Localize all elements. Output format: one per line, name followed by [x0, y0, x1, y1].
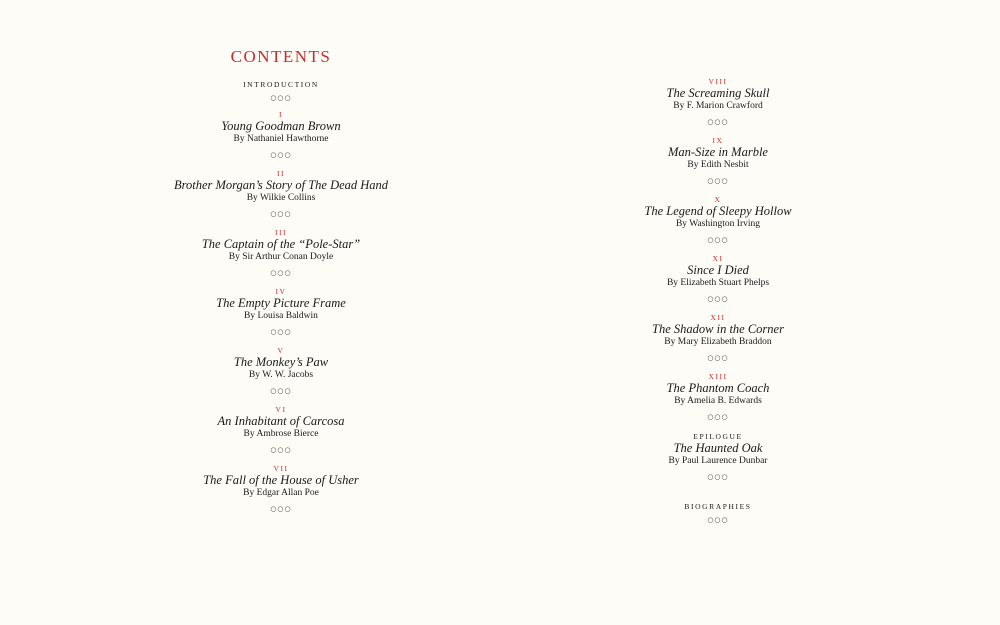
chapter-numeral: VII [273, 464, 289, 473]
story-title: The Legend of Sleepy Hollow [644, 204, 792, 218]
chapter-numeral: II [277, 169, 285, 178]
story-author: By Ambrose Bierce [243, 429, 319, 439]
introduction-label: INTRODUCTION [243, 80, 319, 89]
toc-entry[interactable] [216, 288, 346, 337]
story-author: By Wilkie Collins [246, 193, 316, 203]
chapter-numeral: IV [275, 287, 287, 296]
chapter-numeral: XIII [708, 372, 728, 381]
ornament-icon: ○○○ [270, 328, 292, 336]
toc-entry[interactable] [234, 347, 328, 396]
ornament-icon: ○○○ [707, 516, 729, 524]
chapter-numeral: VI [275, 405, 287, 414]
right-column [598, 0, 838, 525]
ornament-icon: ○○○ [707, 354, 729, 362]
chapter-numeral: V [277, 346, 285, 355]
ornament-icon: ○○○ [270, 446, 292, 454]
epilogue-label: EPILOGUE [693, 432, 743, 441]
story-author: By Mary Elizabeth Braddon [664, 337, 772, 347]
toc-entry[interactable] [218, 406, 345, 455]
story-title: Brother Morgan’s Story of The Dead Hand [173, 178, 389, 192]
story-author: By Elizabeth Stuart Phelps [666, 278, 770, 288]
contents-heading: CONTENTS [230, 47, 332, 66]
story-title: The Empty Picture Frame [216, 296, 346, 310]
toc-entry[interactable] [667, 78, 770, 127]
ornament-icon: ○○○ [270, 269, 292, 277]
story-title: The Phantom Coach [666, 381, 770, 395]
ornament-icon: ○○○ [270, 210, 292, 218]
ornament-icon: ○○○ [707, 473, 729, 481]
left-column [161, 0, 401, 514]
story-author: By Louisa Baldwin [244, 311, 318, 321]
ornament-icon: ○○○ [707, 118, 729, 126]
story-title: The Fall of the House of Usher [203, 473, 359, 487]
story-author: By F. Marion Crawford [673, 101, 763, 111]
story-author: By Edgar Allan Poe [243, 488, 319, 498]
chapter-numeral: XI [712, 254, 724, 263]
ornament-icon: ○○○ [707, 413, 729, 421]
chapter-numeral: VIII [708, 77, 728, 86]
ornament-icon: ○○○ [270, 387, 292, 395]
story-title: The Monkey’s Paw [233, 355, 329, 369]
story-author: By Nathaniel Hawthorne [233, 134, 329, 144]
epilogue-entry[interactable] [669, 432, 768, 482]
toc-entry[interactable] [644, 196, 791, 245]
toc-entry[interactable] [668, 137, 768, 186]
ornament-icon: ○○○ [270, 94, 292, 102]
biographies-label: BIOGRAPHIES [684, 502, 752, 511]
story-title: The Captain of the “Pole-Star” [201, 237, 361, 251]
chapter-numeral: III [275, 228, 287, 237]
story-title: An Inhabitant of Carcosa [217, 414, 345, 428]
biographies-entry[interactable] [684, 502, 751, 525]
toc-entry[interactable] [174, 170, 388, 219]
story-title: Since I Died [687, 263, 749, 277]
ornament-icon: ○○○ [270, 151, 292, 159]
chapter-numeral: X [714, 195, 722, 204]
toc-entry[interactable] [221, 111, 340, 160]
story-title: The Haunted Oak [673, 441, 763, 455]
story-author: By Sir Arthur Conan Doyle [228, 252, 334, 262]
ornament-icon: ○○○ [270, 505, 292, 513]
story-author: By Edith Nesbit [687, 160, 749, 170]
story-title: Young Goodman Brown [221, 119, 341, 133]
chapter-numeral: I [278, 110, 283, 119]
toc-entry[interactable] [667, 255, 769, 304]
story-author: By Washington Irving [675, 219, 760, 229]
chapter-numeral: XII [710, 313, 726, 322]
story-author: By Paul Laurence Dunbar [668, 456, 768, 466]
toc-entry[interactable] [652, 314, 784, 363]
story-title: The Screaming Skull [666, 86, 770, 100]
story-title: Man-Size in Marble [668, 145, 768, 159]
ornament-icon: ○○○ [707, 295, 729, 303]
ornament-icon: ○○○ [707, 236, 729, 244]
story-title: The Shadow in the Corner [652, 322, 784, 336]
toc-entry[interactable] [202, 229, 360, 278]
toc-entry[interactable] [667, 373, 770, 422]
story-author: By W. W. Jacobs [248, 370, 314, 380]
chapter-numeral: IX [712, 136, 724, 145]
toc-entry[interactable] [203, 465, 359, 514]
introduction-entry[interactable] [243, 80, 319, 103]
story-author: By Amelia B. Edwards [674, 396, 762, 406]
ornament-icon: ○○○ [707, 177, 729, 185]
